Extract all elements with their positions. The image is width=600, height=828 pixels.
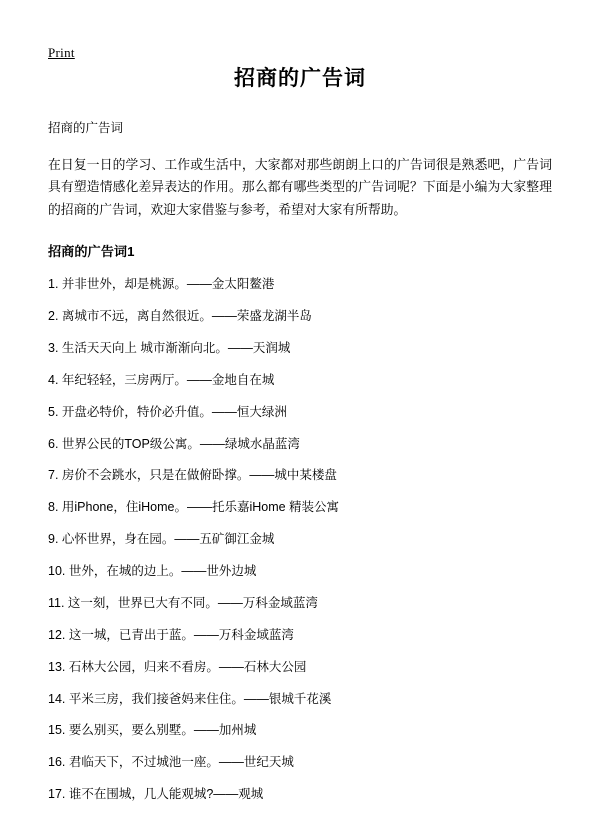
intro-paragraph: 在日复一日的学习、工作或生活中，大家都对那些朗朗上口的广告词很是熟悉吧，广告词具有塑造情感化差异表达的作用。那么都有哪些类型的广告词呢？下面是小编为大家整理的招商的广告词，欢迎大家借鉴与参考，希望对大家有所帮助。 xyxy=(48,157,552,217)
list-item: 3. 生活天天向上 城市渐渐向北。——天润城 xyxy=(48,340,291,355)
page-title: 招商的广告词 xyxy=(234,67,366,90)
list-item: 4. 年纪轻轻，三房两厅。——金地自在城 xyxy=(48,372,275,387)
list-item: 9. 心怀世界，身在园。——五矿御江金城 xyxy=(48,532,275,547)
slogan-list xyxy=(48,276,552,803)
list-item: 1. 并非世外，却是桃源。——金太阳鳌港 xyxy=(48,277,275,292)
list-item: 5. 开盘必特价，特价必升值。——恒大绿洲 xyxy=(48,404,287,419)
list-item: 8. 用iPhone，住iHome。——托乐嘉iHome 精装公寓 xyxy=(48,500,340,515)
list-item: 14. 平米三房，我们接爸妈来住住。——银城千花溪 xyxy=(48,691,332,706)
section-heading: 招商的广告词1 xyxy=(48,244,135,260)
document-subtitle: 招商的广告词 xyxy=(48,121,124,135)
list-item: 16. 君临天下，不过城池一座。——世纪天城 xyxy=(48,755,294,770)
list-item: 10. 世外，在城的边上。——世外边城 xyxy=(48,564,257,579)
list-item: 15. 要么别买，要么别墅。——加州城 xyxy=(48,723,257,738)
print-link[interactable]: Print xyxy=(48,45,75,60)
list-item: 7. 房价不会跳水，只是在做俯卧撑。——城中某楼盘 xyxy=(48,468,337,483)
list-item: 12. 这一城，已青出于蓝。——万科金域蓝湾 xyxy=(48,627,294,642)
list-item: 2. 离城市不远，离自然很近。——荣盛龙湖半岛 xyxy=(48,309,312,324)
list-item: 11. 这一刻，世界已大有不同。——万科金域蓝湾 xyxy=(48,595,318,610)
list-item: 13. 石林大公园，归来不看房。——石林大公园 xyxy=(48,659,307,674)
list-item: 17. 谁不在围城，几人能观城?——观城 xyxy=(48,787,264,802)
list-item: 6. 世界公民的TOP级公寓。——绿城水晶蓝湾 xyxy=(48,436,300,451)
